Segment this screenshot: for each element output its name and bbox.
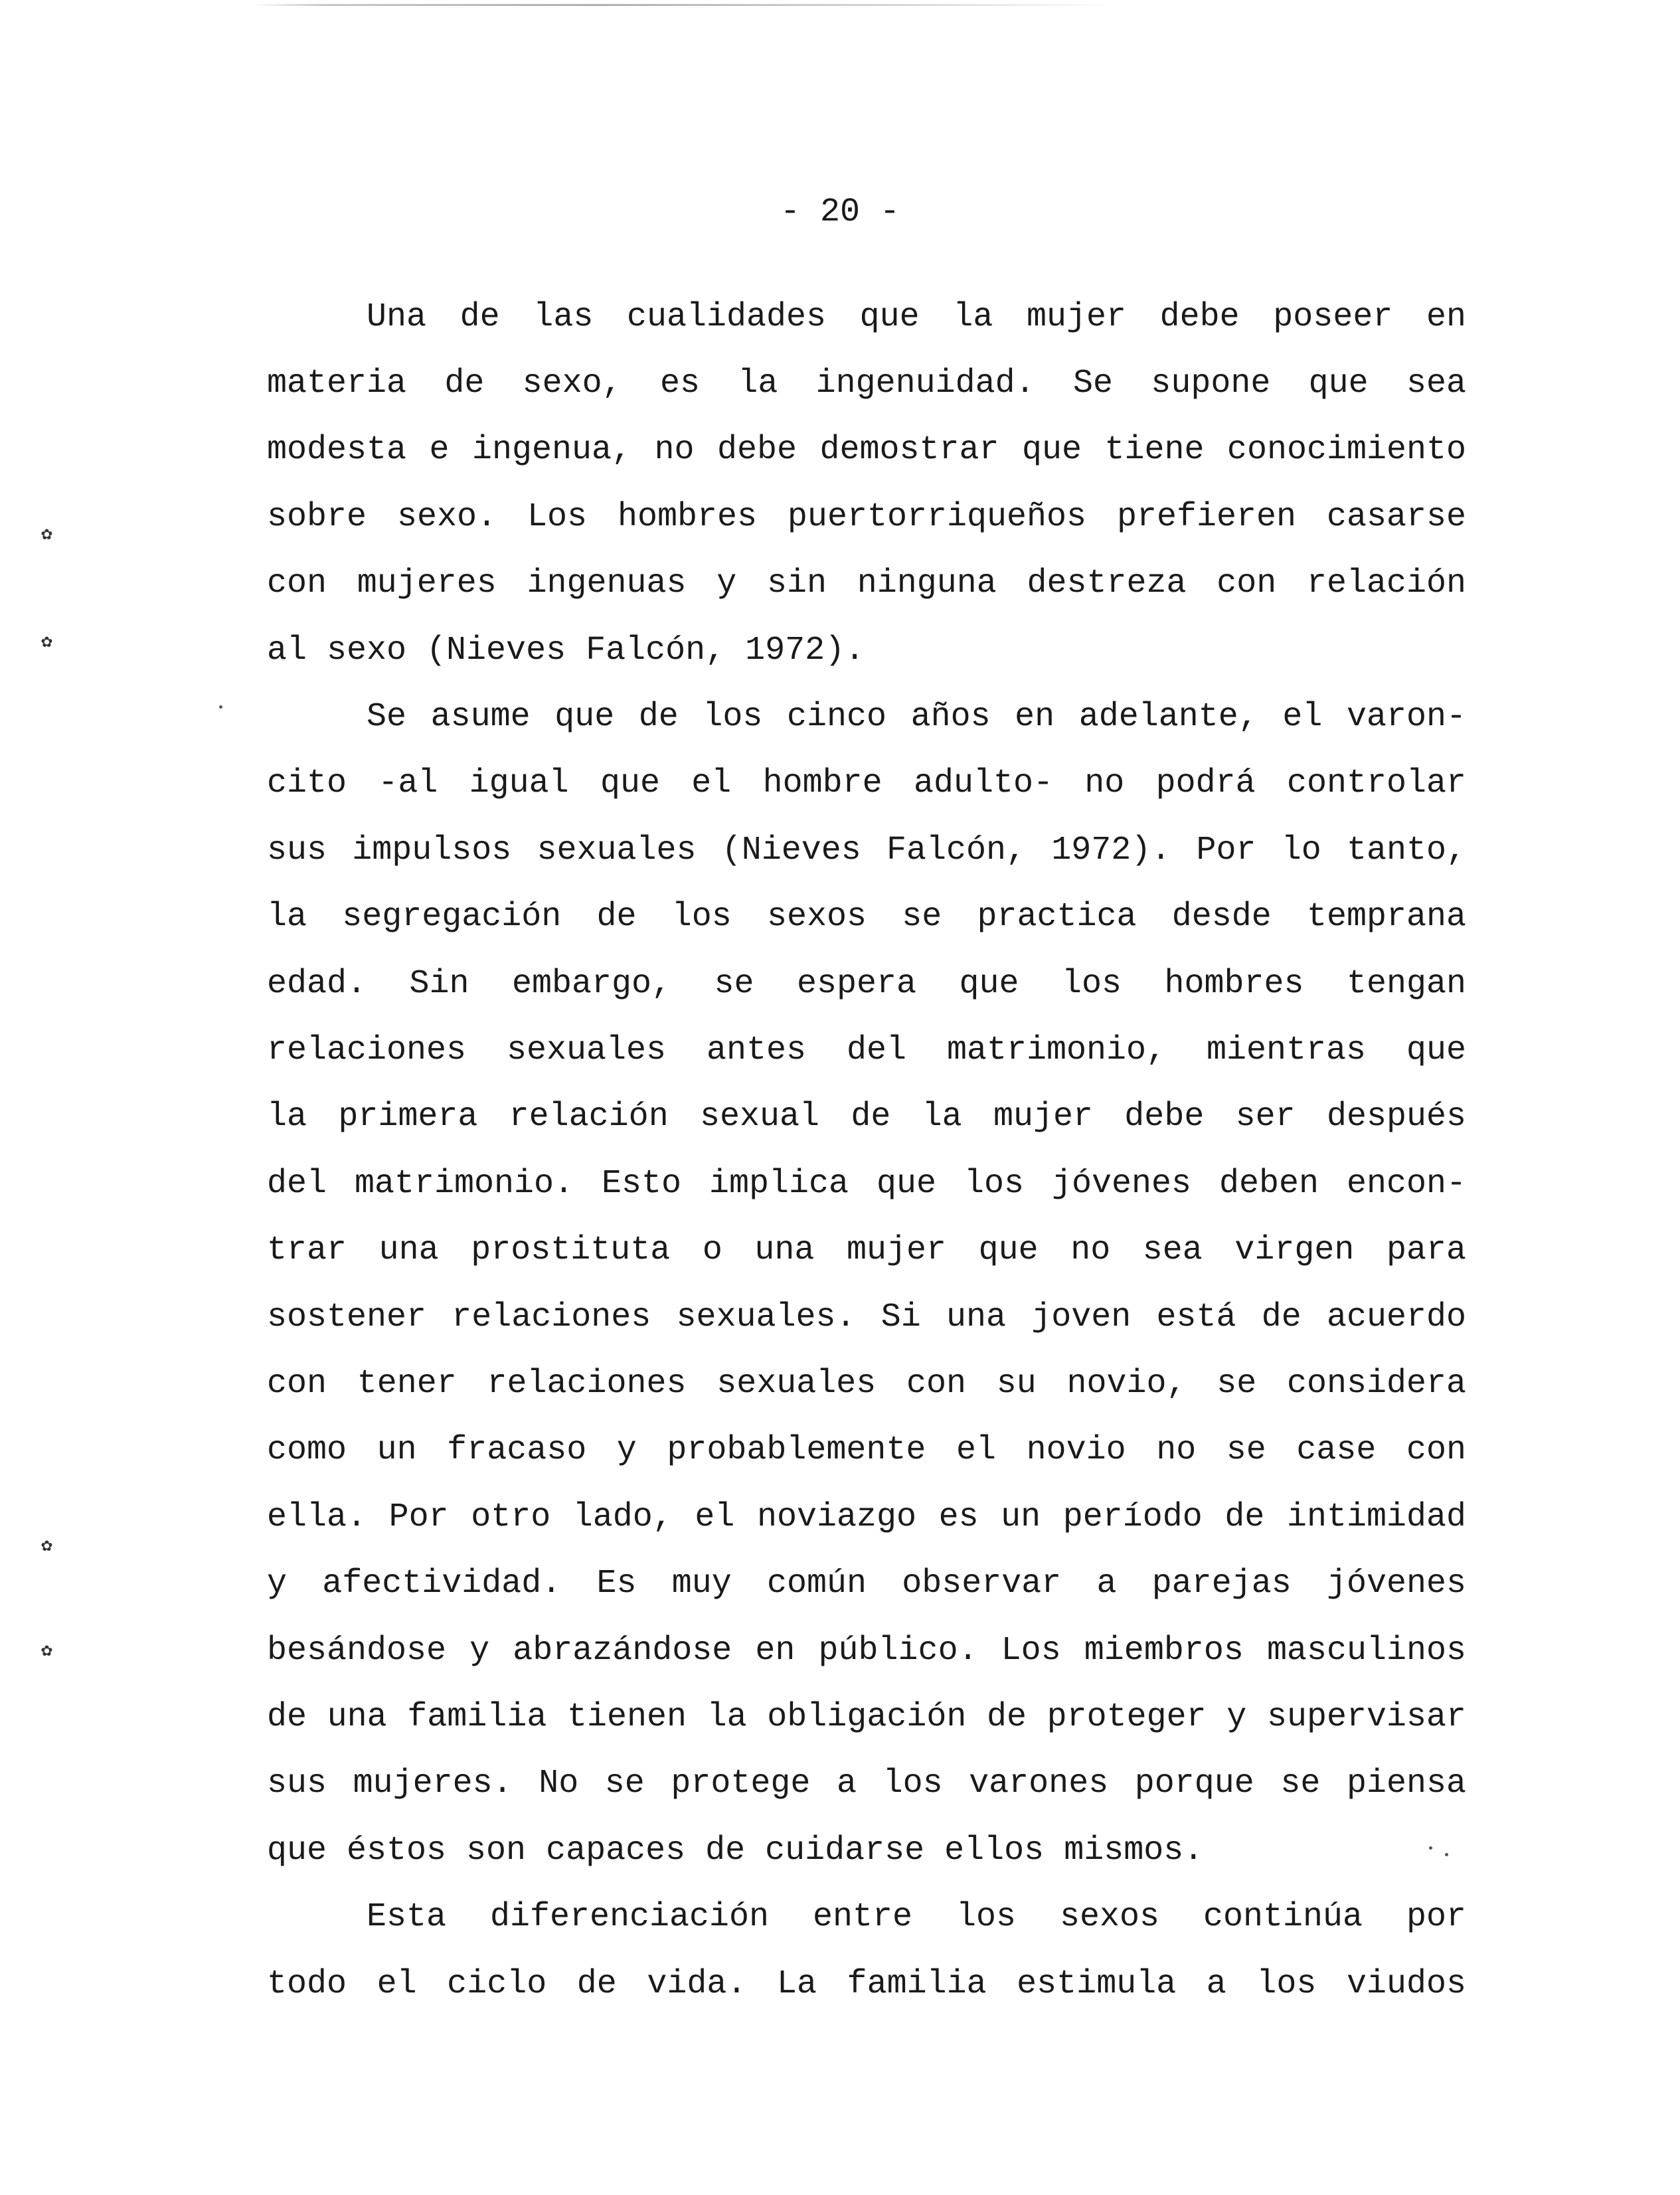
text-line: cito -al igual que el hombre adulto- no podrá controlar — [267, 764, 1466, 802]
text-line: con mujeres ingenuas y sin ninguna destreza con relación — [267, 565, 1466, 602]
text-line: de una familia tienen la obligación de proteger y supervisar — [267, 1698, 1466, 1736]
text-line: materia de sexo, es la ingenuidad. Se supone que sea — [267, 365, 1466, 402]
text-line: la primera relación sexual de la mujer debe ser después — [267, 1098, 1466, 1136]
text-line: modesta e ingenua, no debe demostrar que tiene conocimiento — [267, 431, 1466, 469]
text-line: sus mujeres. No se protege a los varones porque se piensa — [267, 1765, 1466, 1802]
binding-hole-mark: ✿ — [41, 1641, 52, 1662]
text-line: Esta diferenciación entre los sexos continúa por — [367, 1898, 1466, 1936]
text-line: trar una prostituta o una mujer que no sea virgen para — [267, 1231, 1466, 1269]
text-line: todo el ciclo de vida. La familia estimula a los viudos — [267, 1965, 1466, 2003]
binding-hole-mark: ✿ — [41, 525, 52, 545]
text-line: que éstos son capaces de cuidarse ellos mismos. — [267, 1832, 1204, 1870]
text-line: besándose y abrazándose en público. Los miembros masculinos — [267, 1632, 1466, 1670]
text-line: edad. Sin embargo, se espera que los hombres tengan — [267, 965, 1466, 1003]
binding-hole-mark: ✿ — [41, 632, 52, 653]
text-line: sostener relaciones sexuales. Si una joven está de acuerdo — [267, 1298, 1466, 1336]
text-line: sobre sexo. Los hombres puertorriqueños prefieren casarse — [267, 498, 1466, 536]
text-line: y afectividad. Es muy común observar a parejas jóvenes — [267, 1565, 1466, 1603]
text-line: del matrimonio. Esto implica que los jóvenes deben encon- — [267, 1165, 1466, 1203]
text-line: relaciones sexuales antes del matrimonio, mientras que — [267, 1031, 1466, 1069]
text-line: la segregación de los sexos se practica desde temprana — [267, 898, 1466, 936]
scan-speck — [1445, 1853, 1448, 1856]
text-line: al sexo (Nieves Falcón, 1972). — [267, 632, 865, 669]
text-line: como un fracaso y probablemente el novio no se case con — [267, 1431, 1466, 1469]
text-line: Se asume que de los cinco años en adelante, el varon- — [367, 698, 1466, 736]
text-line: ella. Por otro lado, el noviazgo es un período de intimidad — [267, 1498, 1466, 1536]
scan-speck — [219, 705, 222, 709]
scan-edge-rule — [252, 4, 1116, 6]
page-number: - 20 - — [780, 193, 900, 231]
scan-speck — [1429, 1846, 1432, 1850]
text-line: sus impulsos sexuales (Nieves Falcón, 1972). Por lo tanto, — [267, 832, 1466, 869]
text-line: con tener relaciones sexuales con su novio, se considera — [267, 1365, 1466, 1403]
text-line: Una de las cualidades que la mujer debe poseer en — [367, 298, 1466, 336]
binding-hole-mark: ✿ — [41, 1536, 52, 1557]
